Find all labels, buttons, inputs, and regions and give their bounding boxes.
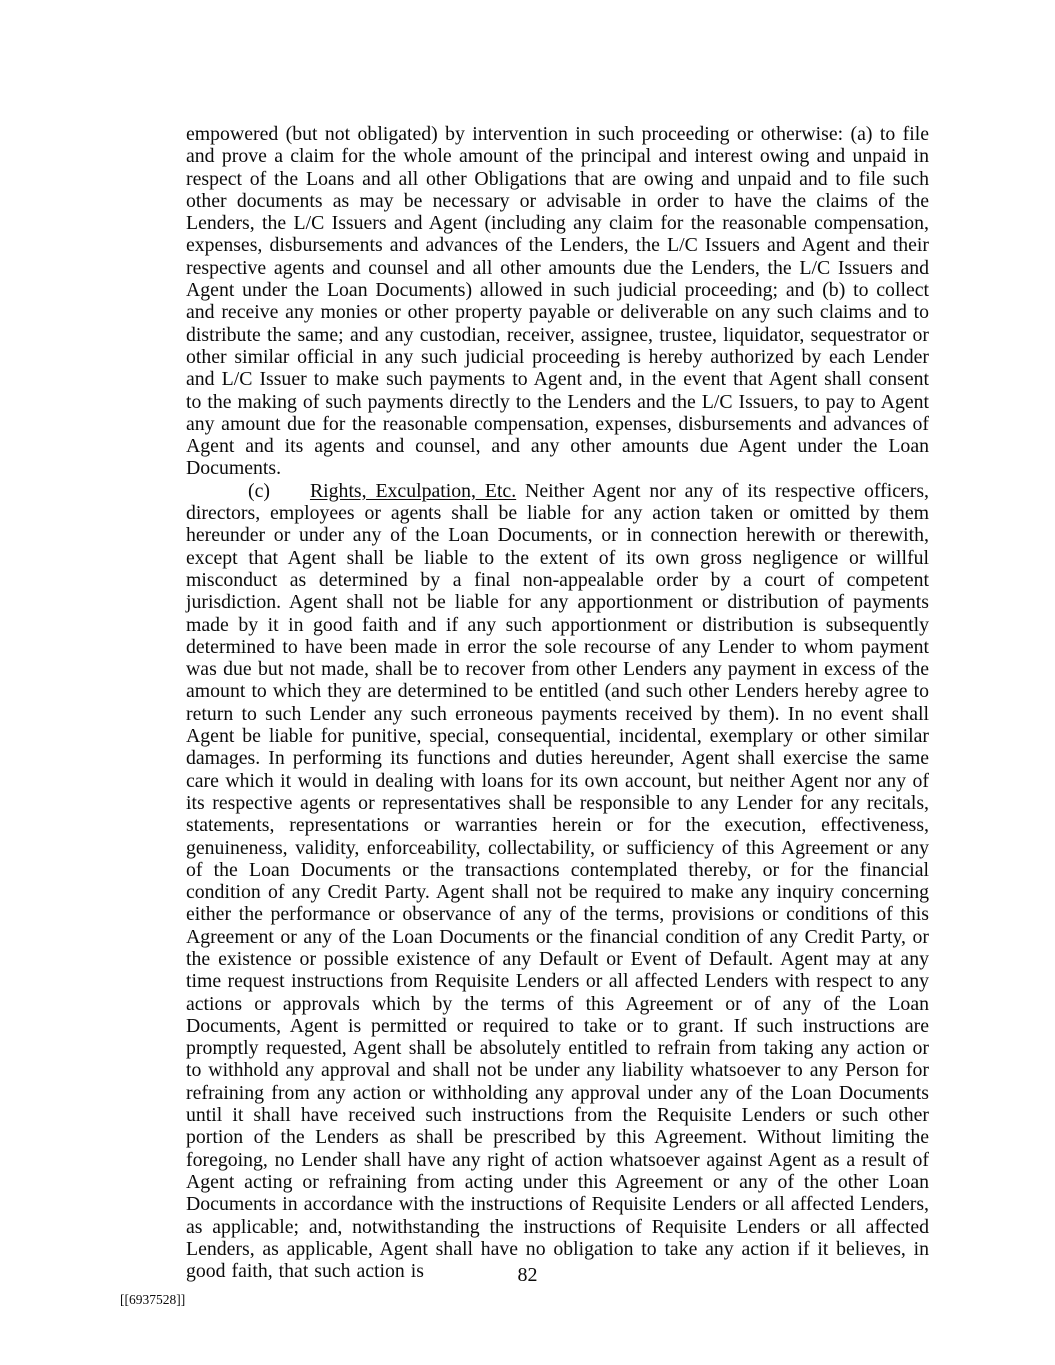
doc-id-stamp: [[6937528]] <box>120 1292 186 1307</box>
clause-letter: (c) <box>248 479 270 502</box>
page-number: 82 <box>517 1264 538 1286</box>
paragraph-continuation: empowered (but not obligated) by intervention in such proceeding or otherwise: (a) to file and prove a claim for the whole amount of the principal and interest owing and unpaid in respect of the Loans and all other Obligations that are owing and unpaid and to file such other documents as may be necessary or advisable in order to have the claims of the Lenders, the L/C Issuers and Agent (including any claim for the reasonable compensation, expenses, disbursements and advances of the Lenders, the L/C Issuers and Agent and their respective agents and counsel and all other amounts due the Lenders, the L/C Issuers and Agent under the Loan Documents) allowed in such judicial proceeding; and (b) to collect and receive any monies or other property payable or deliverable on any such claims and to distribute the same; and any custodian, receiver, assignee, trustee, liquidator, sequestrator or other similar official in any such judicial proceeding is hereby authorized by each Lender and L/C Issuer to make such payments to Agent and, in the event that Agent shall consent to the making of such payments directly to the Lenders and the L/C Issuers, to pay to Agent any amount due for the reasonable compensation, expenses, disbursements and advances of Agent and its agents and counsel, and any other amounts due Agent under the Loan Documents. <box>186 123 929 480</box>
paragraph-clause-c <box>186 480 929 1283</box>
clause-heading: Rights, Exculpation, Etc. <box>309 479 517 502</box>
page-body <box>186 123 929 1282</box>
clause-body-text: Neither Agent nor any of its respective officers, directors, employees or agents shall be liable for any action taken or omitted by them hereunder or under any of the Loan Documents, or in connection herewith or therewith, except that Agent shall be liable to the extent of its own gross negligence or willful misconduct as determined by a final non-appealable order by a court of competent jurisdiction. Agent shall not be liable for any apportionment or distribution of payments made by it in good faith and if any such apportionment or distribution is subsequently determined to have been made in error the sole recourse of any Lender to whom payment was due but not made, shall be to recover from other Lenders any payment in excess of the amount to which they are determined to be entitled (and such other Lenders hereby agree to return to such Lender any such erroneous payments received by them). In no event shall Agent be liable for punitive, special, consequential, incidental, exemplary or other similar damages. In performing its functions and duties hereunder, Agent shall exercise the same care which it would in dealing with loans for its own account, but neither Agent nor any of its respective agents or representatives shall be responsible to any Lender for any recitals, statements, representations or warranties herein or for the execution, effectiveness, genuineness, validity, enforceability, collectability, or sufficiency of this Agreement or any of the Loan Documents or the transactions contemplated thereby, or for the financial condition of any Credit Party. Agent shall not be required to make any inquiry concerning either the performance or observance of any of the terms, provisions or conditions of this Agreement or any of the Loan Documents or the financial condition of any Credit Party, or the existence or possible existence of any Default or Event of Default. Agent may at any time request instructions from Requisite Lenders or all affected Lenders with respect to any actions or approvals which by the terms of this Agreement or of any of the Loan Documents, Agent is permitted or required to take or to grant. If such instructions are promptly requested, Agent shall be absolutely entitled to refrain from taking any action or to withhold any approval and shall not be under any liability whatsoever to any Person for refraining from any action or withholding any approval under any of the Loan Documents until it shall have received such instructions from the Requisite Lenders or such other portion of the Lenders as shall be prescribed by this Agreement. Without limiting the foregoing, no Lender shall have any right of action whatsoever against Agent as a result of Agent acting or refraining from acting under this Agreement or any of the other Loan Documents in accordance with the instructions of Requisite Lenders or all affected Lenders, as applicable; and, notwithstanding the instructions of Requisite Lenders or all affected Lenders, as applicable, Agent shall have no obligation to take any action if it believes, in good faith, that such action is <box>186 479 929 1283</box>
